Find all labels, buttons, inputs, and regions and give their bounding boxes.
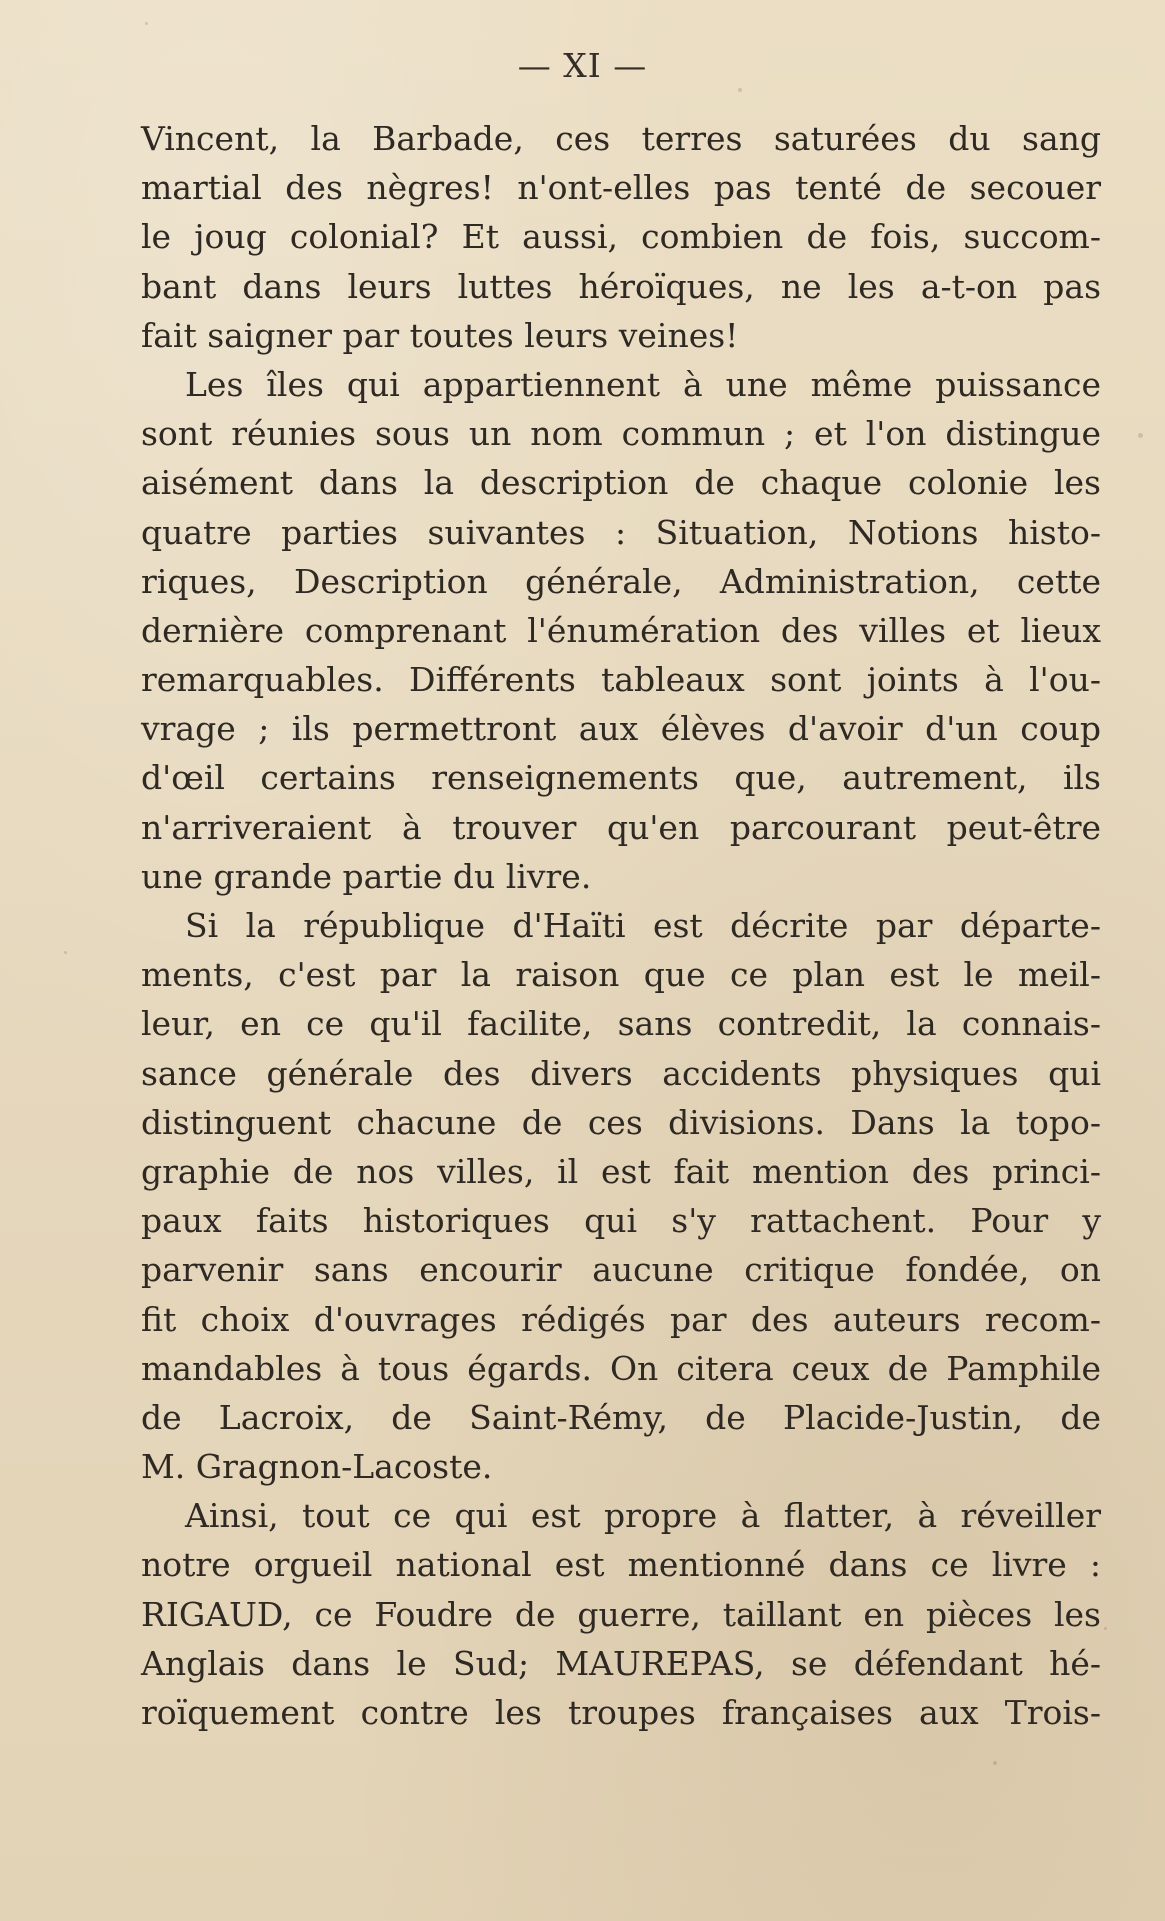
text-line: le joug colonial? Et aussi, combien de fois, succom- (141, 217, 1101, 257)
text-line: roïquement contre les troupes françaises aux Trois- (141, 1693, 1101, 1732)
text-line: Ainsi, tout ce qui est propre à flatter, à réveiller (185, 1496, 1101, 1536)
text-line: parvenir sans encourir aucune critique fondée, on (141, 1250, 1101, 1290)
text-line: dernière comprenant l'énumération des villes et lieux (141, 610, 1101, 650)
text-line: Vincent, la Barbade, ces terres saturées du sang (141, 119, 1101, 158)
text-line: fit choix d'ouvrages rédigés par des auteurs recom- (141, 1299, 1101, 1339)
page-header: — XI — (517, 46, 648, 85)
text-line: M. Gragnon-Lacoste. (141, 1447, 493, 1487)
paper-speck (1104, 1627, 1107, 1630)
text-line: notre orgueil national est mentionné dans ce livre : (141, 1545, 1101, 1585)
text-line: Les îles qui appartiennent à une même puissance (185, 364, 1101, 404)
paper-speck (738, 88, 742, 92)
text-line: bant dans leurs luttes héroïques, ne les a-t-on pas (141, 266, 1101, 306)
text-line: leur, en ce qu'il facilite, sans contredit, la connais- (141, 1004, 1101, 1044)
text-line: distinguent chacune de ces divisions. Dans la topo- (141, 1102, 1101, 1142)
text-line: fait saigner par toutes leurs veines! (141, 315, 739, 355)
text-line: d'œil certains renseignements que, autrement, ils (141, 758, 1101, 798)
body-text (141, 114, 1101, 1737)
text-line: Anglais dans le Sud; MAUREPAS, se défendant hé- (141, 1643, 1101, 1683)
paper-speck (145, 22, 148, 25)
text-line: riques, Description générale, Administration, cette (141, 561, 1101, 601)
text-line: une grande partie du livre. (141, 856, 592, 896)
paper-speck (993, 1761, 997, 1765)
text-line: ments, c'est par la raison que ce plan est le meil- (141, 955, 1101, 995)
text-line: vrage ; ils permettront aux élèves d'avoir d'un coup (141, 709, 1101, 749)
text-line: de Lacroix, de Saint-Rémy, de Placide-Justin, de (141, 1397, 1101, 1437)
text-line: paux faits historiques qui s'y rattachent. Pour y (141, 1201, 1101, 1241)
text-line: n'arriveraient à trouver qu'en parcourant peut-être (141, 807, 1101, 847)
text-line: martial des nègres! n'ont-elles pas tenté de secouer (141, 168, 1101, 208)
text-line: mandables à tous égards. On citera ceux de Pamphile (141, 1348, 1101, 1388)
text-line: RIGAUD, ce Foudre de guerre, taillant en pièces les (141, 1594, 1101, 1634)
text-line: sont réunies sous un nom commun ; et l'on distingue (141, 414, 1101, 454)
text-line: sance générale des divers accidents physiques qui (141, 1053, 1101, 1093)
text-line: remarquables. Différents tableaux sont joints à l'ou- (141, 660, 1101, 700)
text-line: Si la république d'Haïti est décrite par départe- (185, 906, 1101, 945)
text-line: aisément dans la description de chaque colonie les (141, 463, 1101, 503)
text-line: graphie de nos villes, il est fait mention des princi- (141, 1151, 1101, 1191)
paper-speck (1138, 433, 1143, 438)
paper-speck (64, 951, 67, 954)
text-line: quatre parties suivantes : Situation, Notions histo- (141, 512, 1101, 552)
